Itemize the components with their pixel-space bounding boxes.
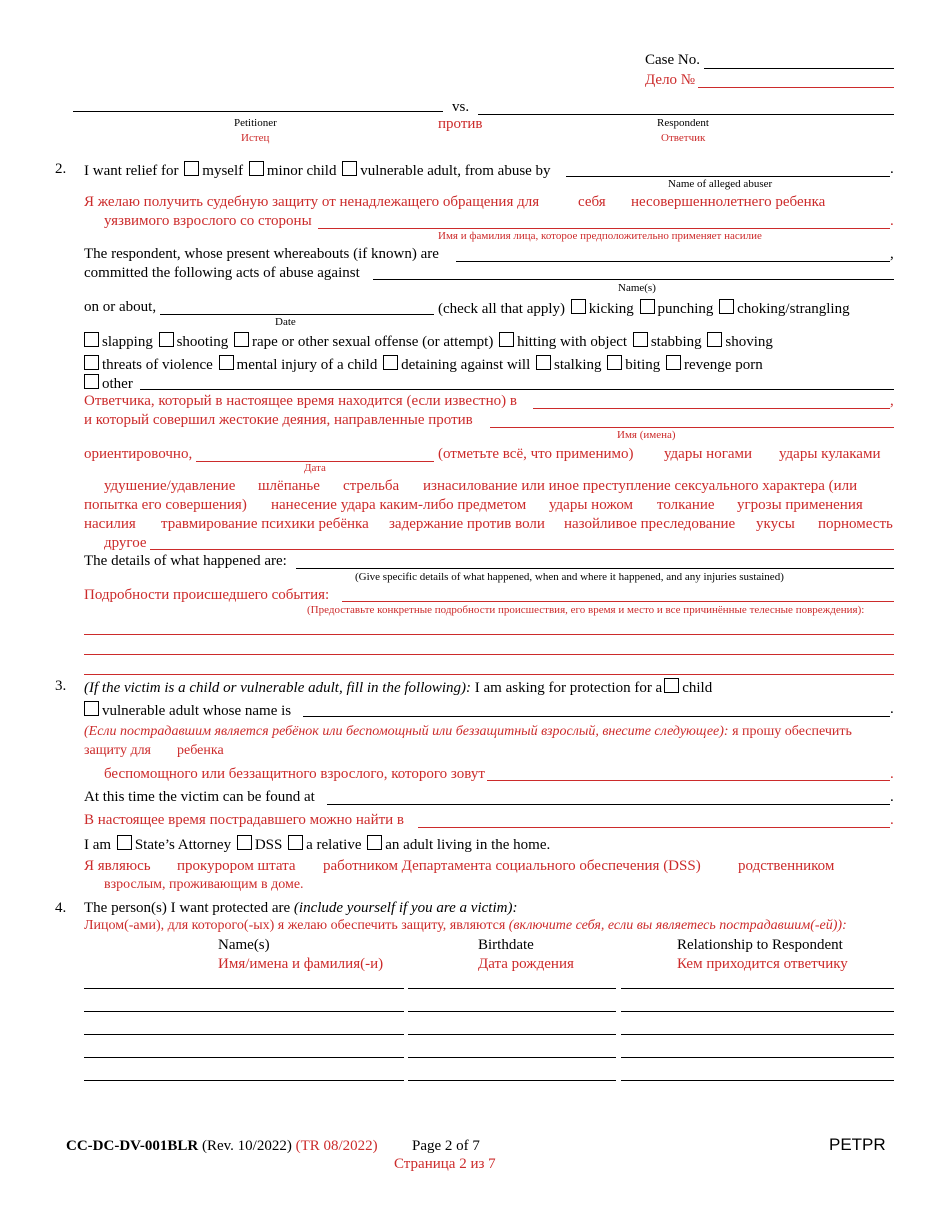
names-caption-ru: Имя (имена)	[617, 429, 676, 441]
other-field[interactable]	[140, 389, 894, 390]
vuln-adult-name-field[interactable]	[303, 716, 890, 717]
whereabouts-field-ru	[533, 408, 890, 409]
victims-field-ru	[490, 427, 894, 428]
shoot-ru: стрельба	[343, 478, 400, 494]
stabbing-checkbox[interactable]	[633, 332, 648, 347]
relief-line: I want relief for myself minor child vulnerable adult, from abuse by	[84, 163, 551, 179]
detain-ru: задержание против воли	[389, 516, 545, 532]
vs-label-ru: против	[438, 116, 483, 132]
states-attorney-checkbox[interactable]	[117, 835, 132, 850]
rape-ru-2: попытка его совершения)	[84, 497, 247, 513]
col-names-ru: Имя/имена и фамилия(-и)	[218, 956, 384, 972]
relief-minor-ru: несовершеннолетнего ребенка	[631, 194, 826, 210]
threats-checkbox[interactable]	[84, 355, 99, 370]
col-relationship-ru: Кем приходится ответчику	[677, 956, 848, 972]
porn-ru: порноместь	[818, 516, 893, 532]
hitting-checkbox[interactable]	[499, 332, 514, 347]
respondent-label: Respondent	[657, 117, 709, 129]
kicks-ru: удары ногами	[664, 446, 753, 462]
victims-field[interactable]	[373, 279, 894, 280]
footer-page-ru: Страница 2 из 7	[394, 1156, 496, 1172]
punching-checkbox[interactable]	[640, 299, 655, 314]
abuser-name-field-ru	[318, 228, 890, 229]
person-3-relationship[interactable]	[621, 1034, 894, 1035]
other-field-ru	[150, 549, 894, 550]
col-birthdate-ru: Дата рождения	[478, 956, 574, 972]
person-1-relationship[interactable]	[621, 988, 894, 989]
on-or-about-label: on or about,	[84, 299, 157, 315]
person-2-name[interactable]	[84, 1011, 404, 1012]
person-1-name[interactable]	[84, 988, 404, 989]
check-all-ru: (отметьте всё, что применимо)	[438, 446, 634, 462]
section-4-number: 4.	[55, 900, 67, 916]
col-birthdate: Birthdate	[478, 937, 534, 953]
relative-ru: родственником	[738, 858, 835, 874]
shoving-checkbox[interactable]	[707, 332, 722, 347]
found-at-field-ru	[418, 827, 890, 828]
person-4-birthdate[interactable]	[408, 1057, 616, 1058]
person-4-name[interactable]	[84, 1057, 404, 1058]
kicking-checkbox[interactable]	[571, 299, 586, 314]
minor-child-checkbox[interactable]	[249, 161, 264, 176]
relative-checkbox[interactable]	[288, 835, 303, 850]
slapping-checkbox[interactable]	[84, 332, 99, 347]
details-line-1[interactable]	[84, 634, 894, 635]
child-ru: ребенка	[177, 743, 224, 758]
relief-line-ru: Я желаю получить судебную защиту от ненадлежащего обращения для	[84, 194, 540, 210]
stab-ru: удары ножом	[549, 497, 634, 513]
details-field-ru	[342, 601, 894, 602]
s4-intro-ru: Лицом(-ами), для которого(-ых) я желаю обеспечить защиту, являются	[84, 918, 506, 933]
details-label-ru: Подробности происшедшего события:	[84, 587, 330, 603]
protect-ru: защиту для	[84, 743, 151, 758]
myself-checkbox[interactable]	[184, 161, 199, 176]
person-5-name[interactable]	[84, 1080, 404, 1081]
respondent-label-ru: Ответчик	[661, 132, 706, 144]
vuln-ru: беспомощного или беззащитного взрослого, которого зовут	[104, 766, 485, 782]
case-no-field[interactable]	[704, 68, 894, 69]
whereabouts-label-ru: Ответчика, который в настоящее время находится (если известно) в	[84, 393, 517, 409]
vulnerable-adult-checkbox[interactable]	[342, 161, 357, 176]
relief-vuln-ru: уязвимого взрослого со стороны	[104, 213, 312, 229]
respondent-field[interactable]	[478, 114, 894, 115]
person-1-birthdate[interactable]	[408, 988, 616, 989]
committed-label-ru: и который совершил жестокие деяния, направленные против	[84, 412, 473, 428]
footer-code: PETPR	[829, 1135, 886, 1154]
s3-intro-ru: я прошу обеспечить	[732, 724, 852, 739]
choking-checkbox[interactable]	[719, 299, 734, 314]
child-checkbox[interactable]	[664, 678, 679, 693]
date-field[interactable]	[160, 314, 434, 315]
i-am-ru: Я являюсь	[84, 858, 151, 874]
petitioner-field[interactable]	[73, 111, 443, 112]
stalking-checkbox[interactable]	[536, 355, 551, 370]
shooting-checkbox[interactable]	[159, 332, 174, 347]
case-no-field-ru	[698, 87, 894, 88]
case-no-label: Case No.	[645, 52, 700, 68]
adult-ru: взрослым, проживающим в доме.	[104, 877, 304, 892]
details-line-3[interactable]	[84, 674, 894, 675]
col-names: Name(s)	[218, 937, 270, 953]
whereabouts-field[interactable]	[456, 261, 890, 262]
choking-ru: удушение/удавление	[104, 478, 236, 494]
footer-form-id: CC-DC-DV-001BLR (Rev. 10/2022) (TR 08/2022)	[66, 1138, 378, 1154]
petitioner-label-ru: Истец	[241, 132, 270, 144]
slap-ru: шлёпанье	[258, 478, 320, 494]
date-caption: Date	[275, 316, 296, 328]
s3-intro-ru-italic: (Если пострадавшим является ребёнок или беспомощный или беззащитный взрослый, внесите следующее):	[84, 724, 729, 739]
details-hint-ru: (Предоставьте конкретные подробности происшествия, его время и место и все причинённые телесные повреждения):	[307, 604, 865, 616]
other-checkbox[interactable]	[84, 374, 99, 389]
rape-ru: изнасилование или иное преступление сексуального характера (или	[423, 478, 858, 494]
found-at-label-ru: В настоящее время пострадавшего можно найти в	[84, 812, 405, 828]
bite-ru: укусы	[756, 516, 795, 532]
details-field[interactable]	[296, 568, 894, 569]
threats-ru: угрозы применения	[737, 497, 863, 513]
dss-checkbox[interactable]	[237, 835, 252, 850]
date-caption-ru: Дата	[304, 462, 326, 474]
abuser-name-field[interactable]	[566, 176, 890, 177]
col-relationship: Relationship to Respondent	[677, 937, 843, 953]
stalk-ru: назойливое преследование	[564, 516, 736, 532]
details-line-2[interactable]	[84, 654, 894, 655]
person-5-relationship[interactable]	[621, 1080, 894, 1081]
names-caption: Name(s)	[618, 282, 656, 294]
details-label: The details of what happened are:	[84, 553, 287, 569]
other-ru: другое	[104, 535, 147, 551]
s4-intro-ru-italic: (включите себя, если вы являетесь пострадавшим(-ей)):	[508, 918, 847, 933]
mental-ru: травмирование психики ребёнка	[161, 516, 369, 532]
person-5-birthdate[interactable]	[408, 1080, 616, 1081]
rape-checkbox[interactable]	[234, 332, 249, 347]
petitioner-label: Petitioner	[234, 117, 277, 129]
person-3-name[interactable]	[84, 1034, 404, 1035]
adult-in-home-checkbox[interactable]	[367, 835, 382, 850]
relief-myself-ru: себя	[578, 194, 606, 210]
detaining-checkbox[interactable]	[383, 355, 398, 370]
abuser-name-caption-ru: Имя и фамилия лица, которое предположительно применяет насилие	[438, 230, 762, 242]
biting-checkbox[interactable]	[607, 355, 622, 370]
vuln-adult-checkbox[interactable]	[84, 701, 99, 716]
committed-label: committed the following acts of abuse against	[84, 265, 360, 281]
person-4-relationship[interactable]	[621, 1057, 894, 1058]
vuln-name-field-ru	[487, 780, 890, 781]
vs-label: vs.	[452, 99, 470, 115]
approx-label-ru: ориентировочно,	[84, 446, 193, 462]
mental-injury-checkbox[interactable]	[219, 355, 234, 370]
threats-ru-2: насилия	[84, 516, 136, 532]
sa-ru: прокурором штата	[177, 858, 296, 874]
details-hint: (Give specific details of what happened, when and where it happened, and any injuries sustained)	[355, 571, 784, 583]
found-at-label: At this time the victim can be found at	[84, 789, 315, 805]
person-2-relationship[interactable]	[621, 1011, 894, 1012]
abuser-name-caption: Name of alleged abuser	[668, 178, 773, 190]
whereabouts-label: The respondent, whose present whereabouts (if known) are	[84, 246, 439, 262]
revenge-porn-checkbox[interactable]	[666, 355, 681, 370]
footer-page: Page 2 of 7	[412, 1138, 480, 1154]
case-no-label-ru: Дело №	[645, 72, 696, 88]
found-at-field[interactable]	[327, 804, 890, 805]
person-2-birthdate[interactable]	[408, 1011, 616, 1012]
dss-ru: работником Департамента социального обеспечения (DSS)	[323, 858, 701, 874]
punches-ru: удары кулаками	[779, 446, 881, 462]
section-3-number: 3.	[55, 678, 67, 694]
hit-ru: нанесение удара каким-либо предметом	[271, 497, 527, 513]
section-2-number: 2.	[55, 161, 67, 177]
person-3-birthdate[interactable]	[408, 1034, 616, 1035]
shove-ru: толкание	[657, 497, 715, 513]
